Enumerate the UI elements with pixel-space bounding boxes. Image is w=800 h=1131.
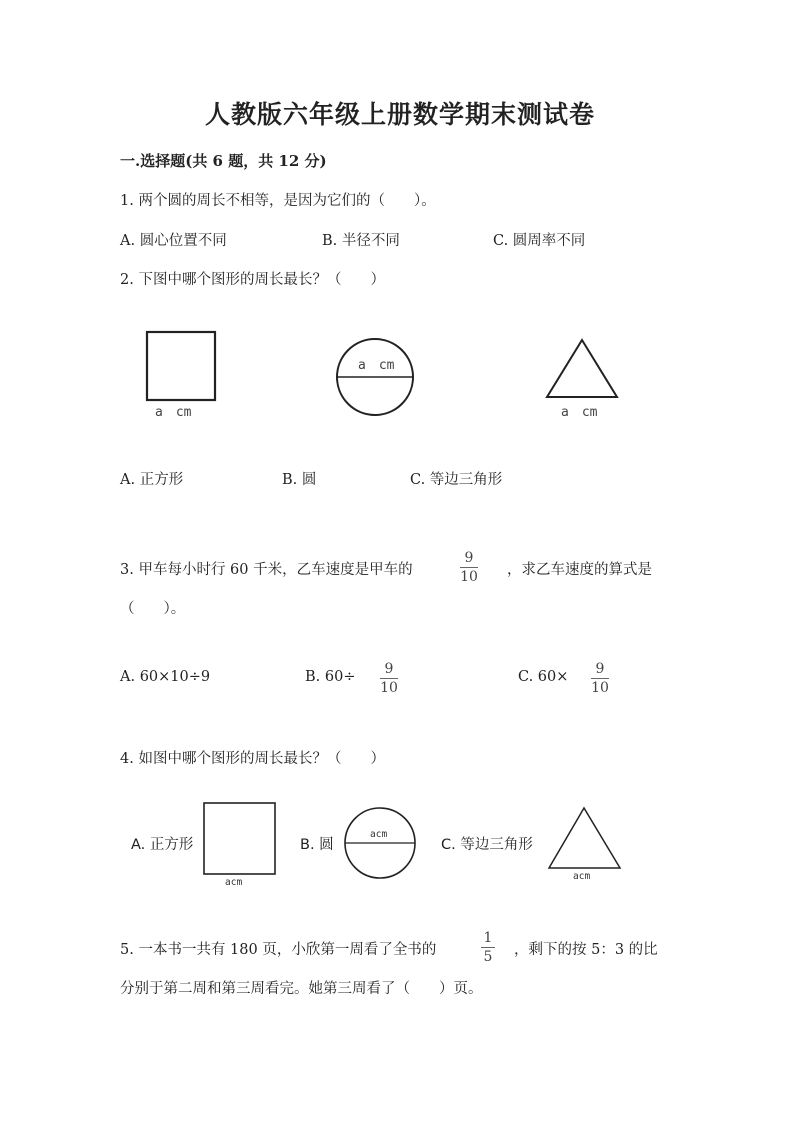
q5-fraction (481, 930, 495, 965)
question-5-text-after: ，剩下的按 5：3 的比 (514, 942, 658, 958)
q5-fraction-bar (481, 947, 495, 948)
q5-fraction-numerator: 1 (483, 930, 493, 946)
q2-figures (0, 320, 800, 430)
q3-fraction (460, 550, 478, 585)
q3-option-c-numerator: 9 (595, 661, 605, 677)
q3-option-c-fraction (591, 661, 609, 696)
question-1-text: 1. 两个圆的周长不相等，是因为它们的（ ）。 (120, 193, 436, 209)
q3-fraction-numerator: 9 (464, 550, 474, 566)
q2-triangle-figure (547, 340, 617, 397)
q2-triangle-label: a cm (561, 405, 598, 420)
q3-fraction-bar (460, 567, 478, 568)
question-5-text: 5. 一本书一共有 180 页，小欣第一周看了全书的 (120, 942, 437, 958)
page-title: 人教版六年级上册数学期末测试卷 (204, 100, 595, 129)
q2-square-label: a cm (155, 405, 192, 420)
q4-option-c: C. 等边三角形 (441, 837, 533, 853)
q2-option-a: A. 正方形 (120, 472, 184, 488)
q4-option-b: B. 圆 (300, 837, 334, 853)
section-heading: 一.选择题(共 6 题，共 12 分) (120, 152, 327, 170)
q2-option-b: B. 圆 (282, 472, 317, 488)
q5-fraction-denominator: 5 (483, 949, 493, 965)
q3-option-b-denominator: 10 (380, 680, 398, 696)
question-3-text: 3. 甲车每小时行 60 千米，乙车速度是甲车的 (120, 562, 413, 578)
q2-option-c: C. 等边三角形 (410, 472, 503, 488)
q4-triangle-figure (549, 808, 620, 868)
question-3-text-after: ，求乙车速度的算式是 (507, 562, 652, 578)
q4-square-label: acm (225, 877, 243, 888)
q1-option-c: C. 圆周率不同 (493, 233, 586, 249)
q2-circle-label: a cm (358, 358, 395, 373)
q3-option-c-denominator: 10 (591, 680, 609, 696)
q1-option-a: A. 圆心位置不同 (120, 233, 227, 249)
question-4-text: 4. 如图中哪个图形的周长最长？（ ） (120, 751, 385, 767)
q3-option-a: A. 60×10÷9 (120, 669, 211, 685)
q3-option-c: C. 60× (518, 669, 569, 685)
q3-option-b-fraction (380, 661, 398, 696)
question-3-text-line2: （ ）。 (120, 601, 186, 617)
q3-option-c-bar (591, 678, 609, 679)
q3-option-b-bar (380, 678, 398, 679)
question-2-text: 2. 下图中哪个图形的周长最长？（ ） (120, 272, 385, 288)
q4-option-a: A. 正方形 (131, 837, 194, 853)
q3-fraction-denominator: 10 (460, 569, 478, 585)
q2-square-figure (147, 332, 215, 400)
question-5-text-line2: 分别于第二周和第三周看完。她第三周看了（ ）页。 (120, 981, 483, 997)
q4-figures (0, 795, 800, 895)
q4-triangle-label: acm (573, 871, 591, 882)
q4-circle-label: acm (370, 829, 388, 840)
q4-square-figure (204, 803, 275, 874)
q3-option-b-numerator: 9 (384, 661, 394, 677)
q3-option-b: B. 60÷ (305, 669, 356, 685)
q1-option-b: B. 半径不同 (322, 233, 400, 249)
